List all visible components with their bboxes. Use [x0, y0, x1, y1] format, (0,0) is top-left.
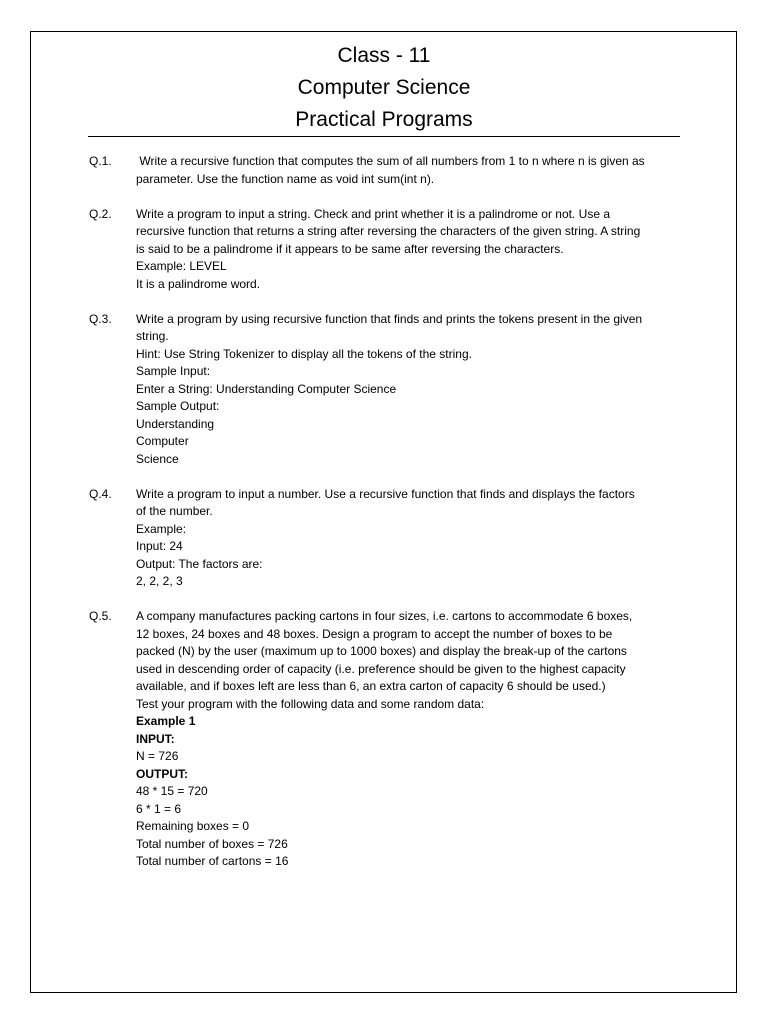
question-line: Hint: Use String Tokenizer to display all the tokens of the string. — [136, 346, 472, 361]
question-line: 12 boxes, 24 boxes and 48 boxes. Design a program to accept the number of boxes to be — [136, 626, 613, 641]
question-line: Remaining boxes = 0 — [136, 819, 250, 833]
question-number: Q.3. — [89, 311, 112, 326]
question-item — [89, 608, 689, 871]
question-line: Sample Input: — [136, 364, 211, 378]
question-line: Example 1 — [136, 714, 196, 728]
question-line: Example: — [136, 521, 187, 536]
question-text — [136, 206, 689, 294]
question-line: available, and if boxes left are less than 6, an extra carton of capacity 6 should be used.) — [136, 679, 606, 693]
question-list — [89, 153, 689, 888]
document-title: Practical Programs — [295, 108, 473, 131]
question-item — [89, 153, 689, 188]
question-item — [89, 311, 689, 469]
question-text — [136, 486, 689, 591]
question-item — [89, 486, 689, 591]
subject-title: Computer Science — [297, 76, 471, 99]
question-line: Total number of cartons = 16 — [136, 854, 289, 868]
question-line: Computer — [136, 434, 189, 448]
header-divider — [88, 136, 680, 137]
question-number: Q.4. — [89, 486, 112, 501]
question-line: A company manufactures packing cartons in four sizes, i.e. cartons to accommodate 6 boxes, — [136, 609, 633, 623]
question-line: Output: The factors are: — [136, 556, 263, 571]
class-title: Class - 11 — [337, 44, 431, 67]
question-line: recursive function that returns a string after reversing the characters of the given string. A string — [136, 224, 641, 238]
question-line: is said to be a palindrome if it appears to be same after reversing the characters. — [136, 241, 564, 256]
question-line: 2, 2, 2, 3 — [136, 574, 183, 588]
question-line: 48 * 15 = 720 — [136, 784, 208, 798]
question-number: Q.1. — [89, 154, 112, 168]
question-line: Understanding — [136, 416, 215, 431]
question-line: OUTPUT: — [136, 766, 188, 781]
document-header — [88, 40, 680, 136]
question-text — [136, 311, 689, 469]
question-line: Enter a String: Understanding Computer Science — [136, 381, 397, 396]
question-line: Write a program by using recursive function that finds and prints the tokens present in the given — [136, 311, 643, 326]
question-number: Q.5. — [89, 609, 112, 623]
question-line: Science — [136, 451, 179, 466]
question-line: Sample Output: — [136, 399, 220, 413]
question-number: Q.2. — [89, 206, 112, 221]
question-line: Write a recursive function that computes the sum of all numbers from 1 to n where n is given as — [136, 154, 645, 168]
question-line: string. — [136, 329, 169, 343]
question-line: Test your program with the following data and some random data: — [136, 696, 485, 711]
question-line: Total number of boxes = 726 — [136, 836, 288, 851]
question-line: used in descending order of capacity (i.e. preference should be given to the highest capacity — [136, 661, 626, 676]
question-line: parameter. Use the function name as void int sum(int n). — [136, 171, 435, 186]
question-item — [89, 206, 689, 294]
question-line: Input: 24 — [136, 539, 183, 553]
question-line: of the number. — [136, 504, 213, 518]
question-line: Example: LEVEL — [136, 259, 227, 273]
question-line: N = 726 — [136, 749, 179, 763]
question-line: It is a palindrome word. — [136, 276, 261, 291]
question-text — [136, 608, 689, 871]
question-line: Write a program to input a number. Use a recursive function that finds and displays the factors — [136, 486, 635, 501]
question-line: INPUT: — [136, 731, 175, 746]
question-line: packed (N) by the user (maximum up to 1000 boxes) and display the break-up of the cartons — [136, 644, 627, 658]
question-line: Write a program to input a string. Check and print whether it is a palindrome or not. Use a — [136, 206, 611, 221]
question-line: 6 * 1 = 6 — [136, 801, 182, 816]
question-text — [136, 153, 689, 188]
